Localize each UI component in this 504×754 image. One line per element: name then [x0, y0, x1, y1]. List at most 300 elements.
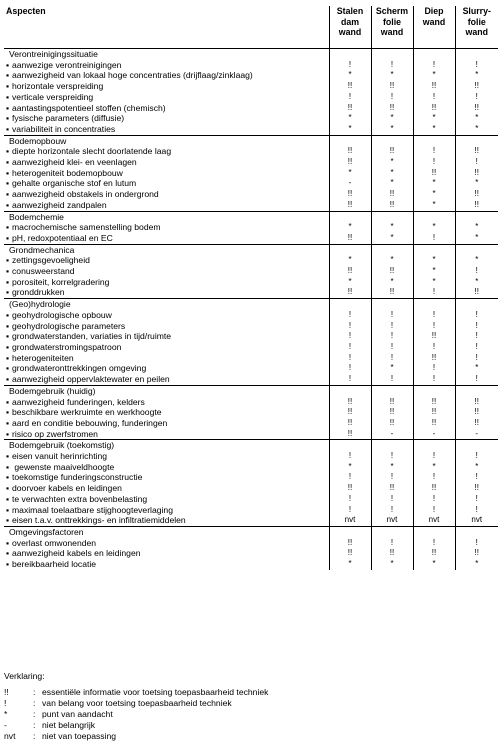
rating-cell-schermfoliewand: *: [371, 559, 413, 570]
rating-cell-diepwand: nvt: [413, 515, 455, 526]
aspect-label: grondwaterstanden, variaties in tijd/ruimte: [12, 331, 172, 342]
table-row: [4, 483, 498, 494]
bullet-icon: ▪: [6, 407, 10, 418]
rating-cell-schermfoliewand: !: [371, 331, 413, 342]
rating-cell-diepwand: !!: [413, 168, 455, 179]
table-row: [4, 189, 498, 200]
rating-cell-slurryfoliewand: !: [455, 60, 498, 71]
legend-title: Verklaring:: [4, 671, 45, 681]
header-line: wand: [422, 16, 446, 27]
table-row: [4, 429, 498, 440]
legend-colon: :: [33, 698, 36, 708]
table-row: [4, 70, 498, 81]
legend: [4, 671, 268, 742]
aspect-label: macrochemische samenstelling bodem: [12, 222, 161, 233]
section-empty-cell: [455, 526, 498, 537]
section-header-row: [4, 299, 498, 310]
aspect-label: overlast omwonenden: [12, 537, 97, 548]
section-empty-cell: [329, 244, 371, 255]
bullet-icon: ▪: [6, 81, 10, 92]
rating-cell-diepwand: *: [413, 178, 455, 189]
table-row: [4, 321, 498, 332]
bullet-icon: ▪: [6, 493, 10, 504]
rating-cell-diepwand: !!: [413, 353, 455, 364]
aspect-cell: [4, 113, 329, 124]
rating-cell-schermfoliewand: *: [371, 157, 413, 168]
rating-cell-slurryfoliewand: !!: [455, 81, 498, 92]
header-row: [4, 6, 498, 49]
rating-cell-diepwand: !!: [413, 483, 455, 494]
header-line: wand: [465, 27, 488, 37]
rating-cell-diepwand: !: [413, 146, 455, 157]
aspect-cell: [4, 178, 329, 189]
bullet-icon: ▪: [6, 199, 10, 210]
header-line: wand: [380, 27, 404, 37]
header-line: folie: [467, 16, 486, 27]
rating-cell-diepwand: !: [413, 157, 455, 168]
rating-cell-slurryfoliewand: !: [455, 342, 498, 353]
rating-cell-stalen-damwand: -: [329, 178, 371, 189]
aspect-label: aard en conditie bebouwing, funderingen: [12, 417, 168, 428]
aspect-label: aantastingspotentieel stoffen (chemisch): [12, 102, 166, 113]
table-row: [4, 310, 498, 321]
rating-cell-slurryfoliewand: nvt: [455, 515, 498, 526]
rating-cell-stalen-damwand: !: [329, 494, 371, 505]
bullet-icon: ▪: [6, 515, 10, 526]
rating-cell-stalen-damwand: !!: [329, 538, 371, 549]
rating-cell-schermfoliewand: -: [371, 429, 413, 440]
rating-cell-stalen-damwand: !!: [329, 483, 371, 494]
section-title: Bodemgebruik (huidig): [4, 385, 329, 396]
legend-colon: :: [33, 720, 36, 730]
legend-symbol: *: [4, 709, 8, 719]
table-row: [4, 200, 498, 211]
rating-cell-diepwand: !: [413, 363, 455, 374]
table-row: [4, 81, 498, 92]
bullet-icon: ▪: [6, 157, 10, 168]
section-empty-cell: [413, 440, 455, 451]
section-empty-cell: [455, 135, 498, 146]
aspect-label: geohydrologische parameters: [12, 320, 126, 331]
section-empty-cell: [455, 244, 498, 255]
rating-cell-diepwand: !!: [413, 81, 455, 92]
rating-cell-diepwand: *: [413, 200, 455, 211]
section-empty-cell: [371, 244, 413, 255]
rating-cell-schermfoliewand: *: [371, 70, 413, 81]
aspect-cell: [4, 451, 329, 462]
rating-cell-diepwand: !: [413, 60, 455, 71]
aspect-cell: [4, 124, 329, 135]
rating-cell-slurryfoliewand: !!: [455, 189, 498, 200]
legend-symbol: !!: [4, 687, 9, 697]
rating-cell-diepwand: -: [413, 429, 455, 440]
aspect-cell: [4, 331, 329, 342]
rating-cell-diepwand: !!: [413, 331, 455, 342]
rating-cell-stalen-damwand: *: [329, 222, 371, 233]
section-empty-cell: [329, 49, 371, 60]
table-row: [4, 462, 498, 473]
rating-cell-diepwand: !: [413, 310, 455, 321]
section-title: Omgevingsfactoren: [4, 526, 329, 537]
bullet-icon: ▪: [6, 178, 10, 189]
legend-item: [4, 698, 268, 709]
bullet-icon: ▪: [6, 451, 10, 462]
legend-colon: :: [33, 709, 36, 719]
aspect-label: heterogeniteiten: [12, 352, 74, 363]
rating-cell-stalen-damwand: !!: [329, 103, 371, 114]
rating-cell-slurryfoliewand: !: [455, 157, 498, 168]
rating-cell-stalen-damwand: !!: [329, 287, 371, 298]
rating-cell-stalen-damwand: nvt: [329, 515, 371, 526]
aspect-label: beschikbare werkruimte en werkhoogte: [12, 407, 162, 418]
bullet-icon: ▪: [6, 483, 10, 494]
table-row: [4, 178, 498, 189]
aspect-label: horizontale verspreiding: [12, 81, 104, 92]
rating-cell-stalen-damwand: !: [329, 505, 371, 516]
table-row: [4, 113, 498, 124]
aspect-cell: [4, 200, 329, 211]
section-header-row: [4, 526, 498, 537]
legend-item: [4, 709, 268, 720]
rating-cell-stalen-damwand: !: [329, 363, 371, 374]
rating-cell-slurryfoliewand: *: [455, 233, 498, 244]
legend-item: [4, 731, 268, 742]
rating-cell-stalen-damwand: *: [329, 277, 371, 288]
rating-cell-diepwand: !!: [413, 407, 455, 418]
section-empty-cell: [329, 299, 371, 310]
rating-cell-slurryfoliewand: !!: [455, 168, 498, 179]
aspect-label: porositeit, korrelgradering: [12, 276, 110, 287]
rating-cell-schermfoliewand: !!: [371, 287, 413, 298]
table-row: [4, 222, 498, 233]
section-empty-cell: [371, 385, 413, 396]
table-row: [4, 92, 498, 103]
aspect-cell: [4, 233, 329, 244]
rating-cell-slurryfoliewand: !!: [455, 146, 498, 157]
rating-cell-stalen-damwand: !: [329, 451, 371, 462]
aspect-cell: [4, 472, 329, 483]
aspect-cell: [4, 146, 329, 157]
rating-cell-slurryfoliewand: !!: [455, 103, 498, 114]
bullet-icon: ▪: [6, 559, 10, 570]
rating-cell-schermfoliewand: !!: [371, 189, 413, 200]
rating-cell-diepwand: !!: [413, 548, 455, 559]
rating-cell-slurryfoliewand: *: [455, 70, 498, 81]
rating-cell-schermfoliewand: *: [371, 113, 413, 124]
rating-cell-stalen-damwand: *: [329, 70, 371, 81]
rating-cell-diepwand: !!: [413, 397, 455, 408]
table-row: [4, 233, 498, 244]
aspect-label: grondwaterstromingspatroon: [12, 341, 122, 352]
bullet-icon: ▪: [6, 59, 10, 70]
rating-cell-stalen-damwand: !: [329, 342, 371, 353]
aspect-label: zettingsgevoeligheid: [12, 255, 90, 266]
bullet-icon: ▪: [6, 146, 10, 157]
table-row: [4, 472, 498, 483]
section-title: (Geo)hydrologie: [4, 299, 329, 310]
bullet-icon: ▪: [6, 341, 10, 352]
rating-cell-diepwand: *: [413, 70, 455, 81]
rating-cell-slurryfoliewand: !: [455, 331, 498, 342]
aspect-label: toekomstige funderingsconstructie: [12, 472, 143, 483]
aspect-cell: [4, 505, 329, 516]
rating-cell-schermfoliewand: !!: [371, 266, 413, 277]
rating-cell-diepwand: !!: [413, 418, 455, 429]
rating-cell-schermfoliewand: *: [371, 462, 413, 473]
header-line: folie: [382, 16, 402, 27]
rating-cell-schermfoliewand: nvt: [371, 515, 413, 526]
rating-cell-slurryfoliewand: *: [455, 462, 498, 473]
aspect-cell: [4, 418, 329, 429]
legend-text: essentiële informatie voor toetsing toepasbaarheid techniek: [42, 687, 269, 697]
rating-cell-diepwand: *: [413, 559, 455, 570]
rating-cell-stalen-damwand: !: [329, 321, 371, 332]
table-row: [4, 559, 498, 570]
bullet-icon: ▪: [6, 266, 10, 277]
rating-cell-stalen-damwand: *: [329, 168, 371, 179]
rating-cell-schermfoliewand: !!: [371, 146, 413, 157]
rating-cell-diepwand: !: [413, 494, 455, 505]
header-col-schermfoliewand: [371, 6, 413, 49]
rating-cell-stalen-damwand: !!: [329, 407, 371, 418]
rating-cell-diepwand: !: [413, 321, 455, 332]
aspect-label: gronddrukken: [12, 287, 65, 298]
aspect-cell: [4, 462, 329, 473]
bullet-icon: ▪: [6, 91, 10, 102]
section-empty-cell: [413, 211, 455, 222]
rating-cell-slurryfoliewand: *: [455, 363, 498, 374]
legend-symbol: nvt: [4, 731, 16, 741]
bullet-icon: ▪: [6, 113, 10, 124]
legend-item: [4, 687, 268, 698]
table-row: [4, 353, 498, 364]
section-empty-cell: [329, 526, 371, 537]
legend-text: punt van aandacht: [42, 709, 113, 719]
bullet-icon: ▪: [6, 374, 10, 385]
bullet-icon: ▪: [6, 189, 10, 200]
aspect-label: variabiliteit in concentraties: [12, 123, 116, 134]
legend-colon: :: [33, 731, 36, 741]
rating-cell-diepwand: !: [413, 92, 455, 103]
rating-cell-diepwand: *: [413, 113, 455, 124]
rating-cell-slurryfoliewand: !!: [455, 418, 498, 429]
table-row: [4, 363, 498, 374]
header-line: Scherm: [375, 6, 409, 16]
rating-cell-stalen-damwand: *: [329, 462, 371, 473]
section-empty-cell: [413, 244, 455, 255]
rating-cell-stalen-damwand: *: [329, 559, 371, 570]
bullet-icon: ▪: [6, 232, 10, 243]
aspect-cell: [4, 363, 329, 374]
bullet-icon: ▪: [6, 428, 10, 439]
section-empty-cell: [329, 440, 371, 451]
rating-cell-diepwand: !: [413, 538, 455, 549]
section-title: Verontreinigingssituatie: [4, 49, 329, 60]
rating-cell-slurryfoliewand: !!: [455, 483, 498, 494]
section-empty-cell: [455, 385, 498, 396]
rating-cell-slurryfoliewand: !: [455, 310, 498, 321]
rating-cell-stalen-damwand: !: [329, 331, 371, 342]
aspect-label: aanwezigheid klei- en veenlagen: [12, 157, 137, 168]
aspect-cell: [4, 103, 329, 114]
aspect-label: conusweerstand: [12, 266, 75, 277]
table-row: [4, 287, 498, 298]
section-header-row: [4, 49, 498, 60]
table-body: [4, 49, 498, 570]
aspect-label: bereikbaarheid locatie: [12, 559, 97, 570]
bullet-icon: ▪: [6, 537, 10, 548]
rating-cell-schermfoliewand: *: [371, 233, 413, 244]
aspects-table: [4, 6, 498, 570]
rating-cell-schermfoliewand: !: [371, 505, 413, 516]
rating-cell-diepwand: *: [413, 189, 455, 200]
aspect-cell: [4, 287, 329, 298]
rating-cell-diepwand: !: [413, 374, 455, 385]
table-row: [4, 505, 498, 516]
table-row: [4, 157, 498, 168]
rating-cell-diepwand: !: [413, 505, 455, 516]
aspect-cell: [4, 70, 329, 81]
rating-cell-stalen-damwand: !!: [329, 189, 371, 200]
rating-cell-schermfoliewand: !: [371, 538, 413, 549]
section-empty-cell: [455, 211, 498, 222]
bullet-icon: ▪: [6, 287, 10, 298]
rating-cell-stalen-damwand: !: [329, 60, 371, 71]
rating-cell-schermfoliewand: *: [371, 255, 413, 266]
section-empty-cell: [413, 299, 455, 310]
section-empty-cell: [371, 299, 413, 310]
rating-cell-stalen-damwand: !!: [329, 146, 371, 157]
bullet-icon: ▪: [6, 352, 10, 363]
section-empty-cell: [413, 526, 455, 537]
header-col-diepwand: [413, 6, 455, 49]
aspect-cell: [4, 222, 329, 233]
section-empty-cell: [329, 211, 371, 222]
rating-cell-schermfoliewand: !: [371, 472, 413, 483]
table-row: [4, 407, 498, 418]
aspect-label: eisen vanuit herinrichting: [12, 451, 108, 462]
aspect-label: aanwezige verontreinigingen: [12, 59, 122, 70]
table-row: [4, 146, 498, 157]
rating-cell-schermfoliewand: *: [371, 178, 413, 189]
section-empty-cell: [455, 440, 498, 451]
rating-cell-diepwand: *: [413, 462, 455, 473]
rating-cell-stalen-damwand: !!: [329, 233, 371, 244]
rating-cell-diepwand: !: [413, 342, 455, 353]
table-row: [4, 418, 498, 429]
rating-cell-slurryfoliewand: !!: [455, 407, 498, 418]
legend-text: niet van toepassing: [42, 731, 117, 741]
rating-cell-stalen-damwand: !!: [329, 81, 371, 92]
rating-cell-schermfoliewand: !!: [371, 418, 413, 429]
rating-cell-schermfoliewand: !!: [371, 200, 413, 211]
aspect-cell: [4, 353, 329, 364]
aspect-label: maximaal toelaatbare stijghoogteverlaging: [12, 504, 173, 515]
rating-cell-schermfoliewand: *: [371, 168, 413, 179]
rating-cell-schermfoliewand: !: [371, 374, 413, 385]
bullet-icon: ▪: [6, 331, 10, 342]
aspect-label: eisen t.a.v. onttrekkings- en infiltratiemiddelen: [12, 515, 186, 526]
section-empty-cell: [371, 135, 413, 146]
rating-cell-slurryfoliewand: !: [455, 538, 498, 549]
bullet-icon: ▪: [6, 396, 10, 407]
aspect-cell: [4, 266, 329, 277]
table-row: [4, 266, 498, 277]
rating-cell-slurryfoliewand: !: [455, 321, 498, 332]
rating-cell-schermfoliewand: !!: [371, 103, 413, 114]
rating-cell-slurryfoliewand: !: [455, 472, 498, 483]
rating-cell-stalen-damwand: !!: [329, 429, 371, 440]
rating-cell-diepwand: !!: [413, 103, 455, 114]
section-title: Bodemopbouw: [4, 135, 329, 146]
table-row: [4, 494, 498, 505]
legend-symbol: -: [4, 720, 7, 730]
section-empty-cell: [413, 385, 455, 396]
legend-text: van belang voor toetsing toepasbaarheid techniek: [42, 698, 232, 708]
aspect-cell: [4, 157, 329, 168]
aspect-cell: [4, 92, 329, 103]
bullet-icon: ▪: [6, 363, 10, 374]
rating-cell-diepwand: !: [413, 472, 455, 483]
aspect-cell: [4, 494, 329, 505]
aspect-label: aanwezigheid kabels en leidingen: [12, 548, 141, 559]
rating-cell-diepwand: *: [413, 255, 455, 266]
rating-cell-stalen-damwand: *: [329, 124, 371, 135]
table-row: [4, 277, 498, 288]
aspect-label: te verwachten extra bovenbelasting: [12, 493, 148, 504]
aspect-cell: [4, 515, 329, 526]
table-row: [4, 548, 498, 559]
rating-cell-schermfoliewand: !: [371, 451, 413, 462]
rating-cell-stalen-damwand: !: [329, 472, 371, 483]
section-title: Grondmechanica: [4, 244, 329, 255]
rating-cell-schermfoliewand: !: [371, 494, 413, 505]
bullet-icon: ▪: [6, 123, 10, 134]
aspect-cell: [4, 60, 329, 71]
bullet-icon: ▪: [6, 102, 10, 113]
rating-cell-schermfoliewand: !: [371, 92, 413, 103]
rating-cell-slurryfoliewand: -: [455, 429, 498, 440]
aspect-label: heterogeniteit bodemopbouw: [12, 167, 123, 178]
bullet-icon: ▪: [6, 504, 10, 515]
header-line: Stalen: [336, 6, 364, 16]
section-empty-cell: [371, 49, 413, 60]
header-line: Diep: [424, 6, 444, 16]
rating-cell-slurryfoliewand: !: [455, 494, 498, 505]
rating-cell-stalen-damwand: *: [329, 113, 371, 124]
aspect-label: grondwateronttrekkingen omgeving: [12, 363, 147, 374]
section-empty-cell: [413, 49, 455, 60]
bullet-icon: ▪: [6, 548, 10, 559]
aspect-label: aanwezigheid obstakels in ondergrond: [12, 189, 159, 200]
aspect-cell: [4, 559, 329, 570]
rating-cell-diepwand: *: [413, 222, 455, 233]
bullet-icon: ▪: [6, 472, 10, 483]
aspect-cell: [4, 407, 329, 418]
bullet-icon: ▪: [6, 222, 10, 233]
rating-cell-slurryfoliewand: !: [455, 374, 498, 385]
rating-cell-slurryfoliewand: !: [455, 92, 498, 103]
rating-cell-stalen-damwand: !: [329, 353, 371, 364]
section-empty-cell: [455, 49, 498, 60]
section-header-row: [4, 440, 498, 451]
aspect-cell: [4, 189, 329, 200]
header-line: Slurry-: [462, 6, 491, 16]
rating-cell-schermfoliewand: !: [371, 342, 413, 353]
table-row: [4, 60, 498, 71]
table-row: [4, 255, 498, 266]
aspect-cell: [4, 548, 329, 559]
